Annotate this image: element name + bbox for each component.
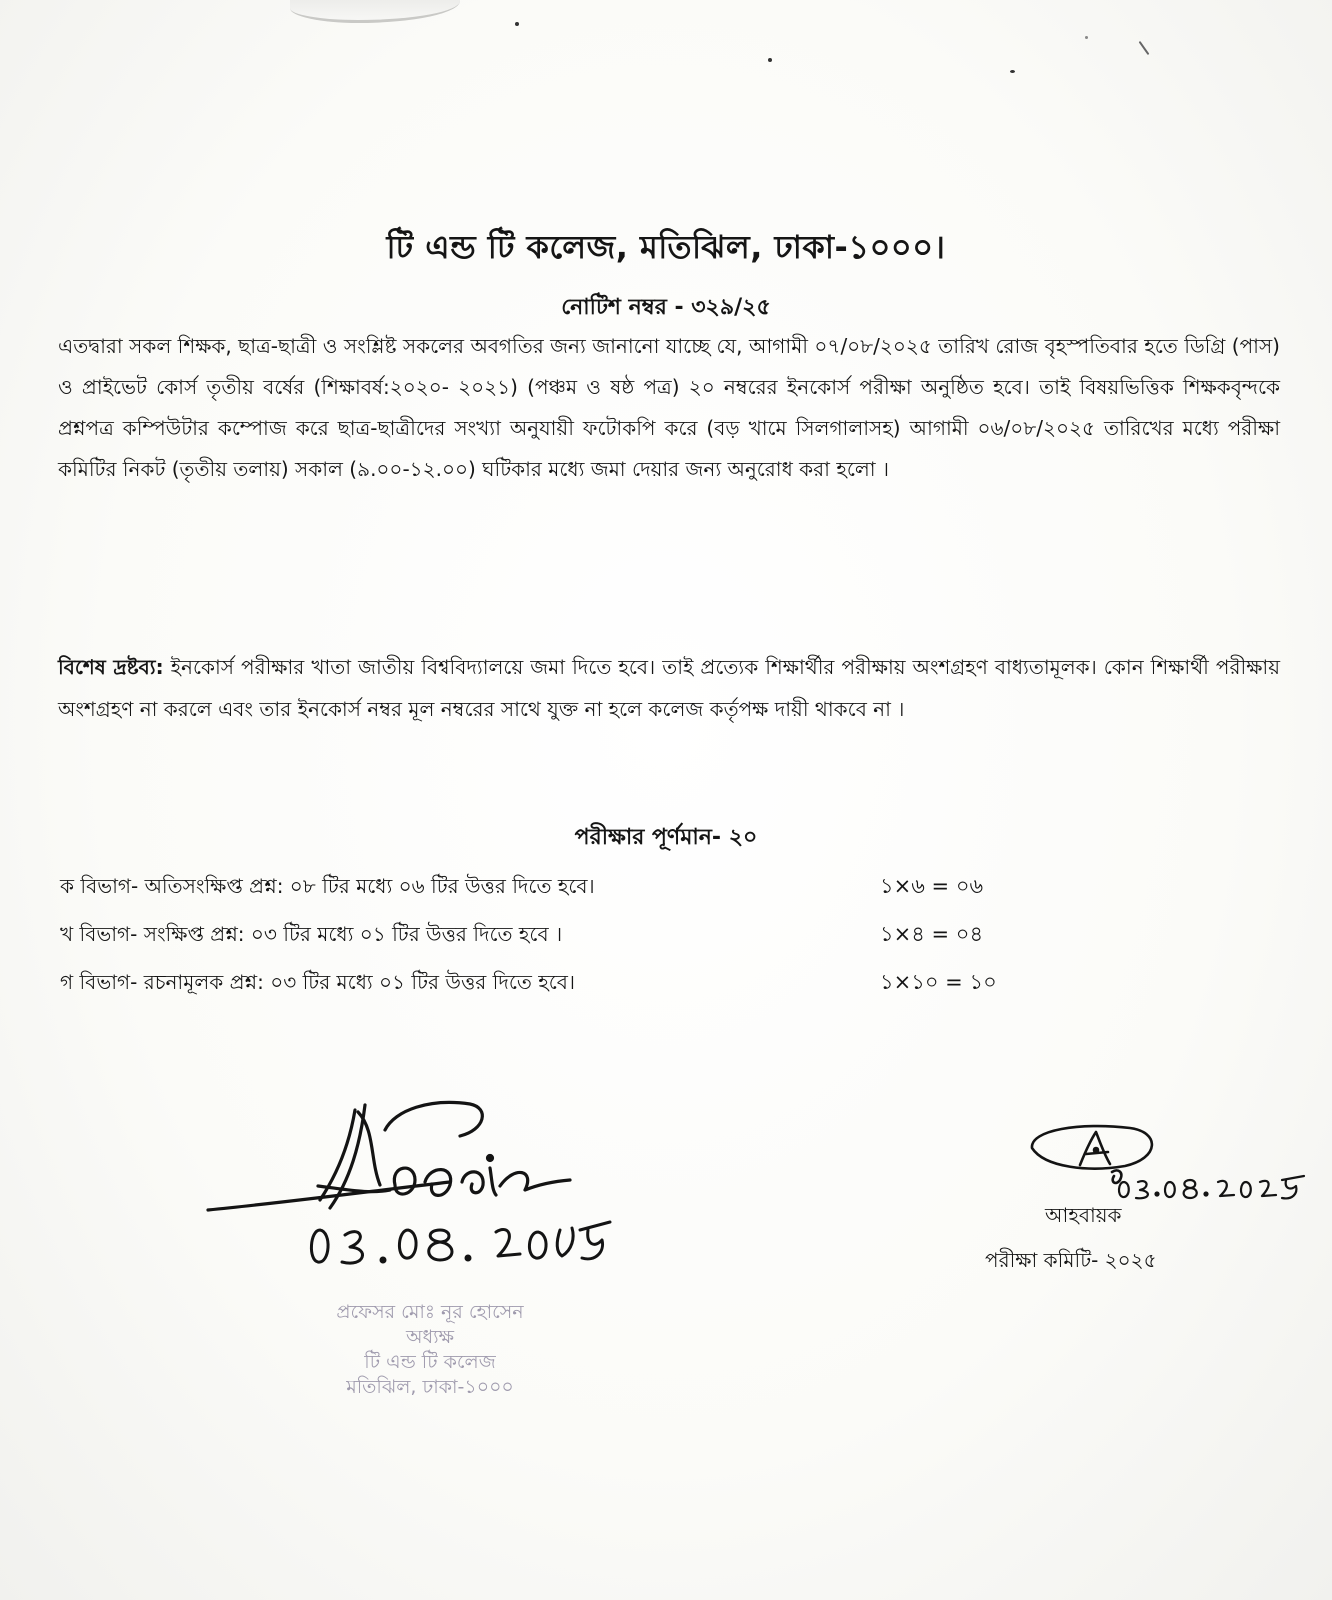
ink-speck (768, 58, 772, 62)
college-name-heading: টি এন্ড টি কলেজ, মতিঝিল, ঢাকা-১০০০। (386, 228, 946, 266)
convener-title: আহবায়ক (1045, 1203, 1122, 1227)
section-marks: ১×৬ = ০৬ (880, 874, 984, 898)
stamp-college: টি এন্ড টি কলেজ (364, 1351, 496, 1373)
ink-speck (1010, 70, 1015, 73)
special-note-label: বিশেষ দ্রষ্টব্য: (58, 655, 164, 679)
section-description: ক বিভাগ- অতিসংক্ষিপ্ত প্রশ্ন: ০৮ টির মধ্যে ০৬ টির উত্তর দিতে হবে। (60, 874, 595, 898)
section-description: গ বিভাগ- রচনামূলক প্রশ্ন: ০৩ টির মধ্যে ০১ টির উত্তর দিতে হবে। (60, 970, 576, 994)
stamp-address: মতিঝিল, ঢাকা-১০০০ (346, 1376, 514, 1398)
stamp-name: প্রফেসর মোঃ নূর হোসেন (336, 1301, 524, 1323)
section-description: খ বিভাগ- সংক্ষিপ্ত প্রশ্ন: ০৩ টির মধ্যে ০১ টির উত্তর দিতে হবে । (60, 922, 563, 946)
ink-speck (515, 22, 519, 26)
section-row-ka (60, 866, 1060, 906)
full-marks-title: পরীক্ষার পূর্ণমান- ২০ (574, 825, 758, 850)
ink-speck (1085, 36, 1088, 39)
principal-signature-drawing (200, 1090, 630, 1290)
special-note-text: ইনকোর্স পরীক্ষার খাতা জাতীয় বিশ্ববিদ্যালয়ে জমা দিতে হবে। তাই প্রত্যেক শিক্ষার্থীর পরীক্ষায় অংশগ্রহণ বাধ্যতামূলক। কোন শিক্ষার্থী পরীক্ষায় অংশগ্রহণ না করলে এবং তার ইনকোর্স নম্বর মূল নম্বরের সাথে যুক্ত না হলে কলেজ কর্তৃপক্ষ দায়ী থাকবে না । (58, 655, 1280, 721)
convener-signature-drawing (1020, 1120, 1310, 1210)
special-note-paragraph (58, 646, 1280, 730)
section-row-kha (60, 914, 1060, 954)
section-row-ga (60, 962, 1060, 1002)
principal-signature (200, 1090, 630, 1290)
notice-body-paragraph: এতদ্বারা সকল শিক্ষক, ছাত্র-ছাত্রী ও সংশ্লিষ্ট সকলের অবগতির জন্য জানানো যাচ্ছে যে, আগামী ০৭/০৮/২০২৫ তারিখ রোজ বৃহস্পতিবার হতে ডিগ্রি (পাস) ও প্রাইভেট কোর্স তৃতীয় বর্ষের (শিক্ষাবর্ষ:২০২০- ২০২১) (পঞ্চম ও ষষ্ঠ পত্র) ২০ নম্বরের ইনকোর্স পরীক্ষা অনুষ্ঠিত হবে। তাই বিষয়ভিত্তিক শিক্ষকবৃন্দকে প্রশ্নপত্র কম্পিউটার কম্পোজ করে ছাত্র-ছাত্রীদের সংখ্যা অনুযায়ী ফটোকপি করে (বড় খামে সিলগালাসহ) আগামী ০৬/০৮/২০২৫ তারিখের মধ্যে পরীক্ষা কমিটির নিকট (তৃতীয় তলায়) সকাল (৯.০০-১২.০০) ঘটিকার মধ্যে জমা দেয়ার জন্য অনুরোধ করা হলো । (58, 334, 1280, 481)
section-marks: ১×১০ = ১০ (880, 970, 997, 994)
convener-signature (1020, 1120, 1310, 1210)
exam-committee-label: পরীক্ষা কমিটি- ২০২৫ (985, 1248, 1157, 1272)
principal-stamp (280, 1300, 580, 1400)
section-marks: ১×৪ = ০৪ (880, 922, 984, 946)
stamp-designation: অধ্যক্ষ (405, 1326, 454, 1348)
notice-number: নোটিশ নম্বর - ৩২৯/২৫ (561, 295, 771, 320)
